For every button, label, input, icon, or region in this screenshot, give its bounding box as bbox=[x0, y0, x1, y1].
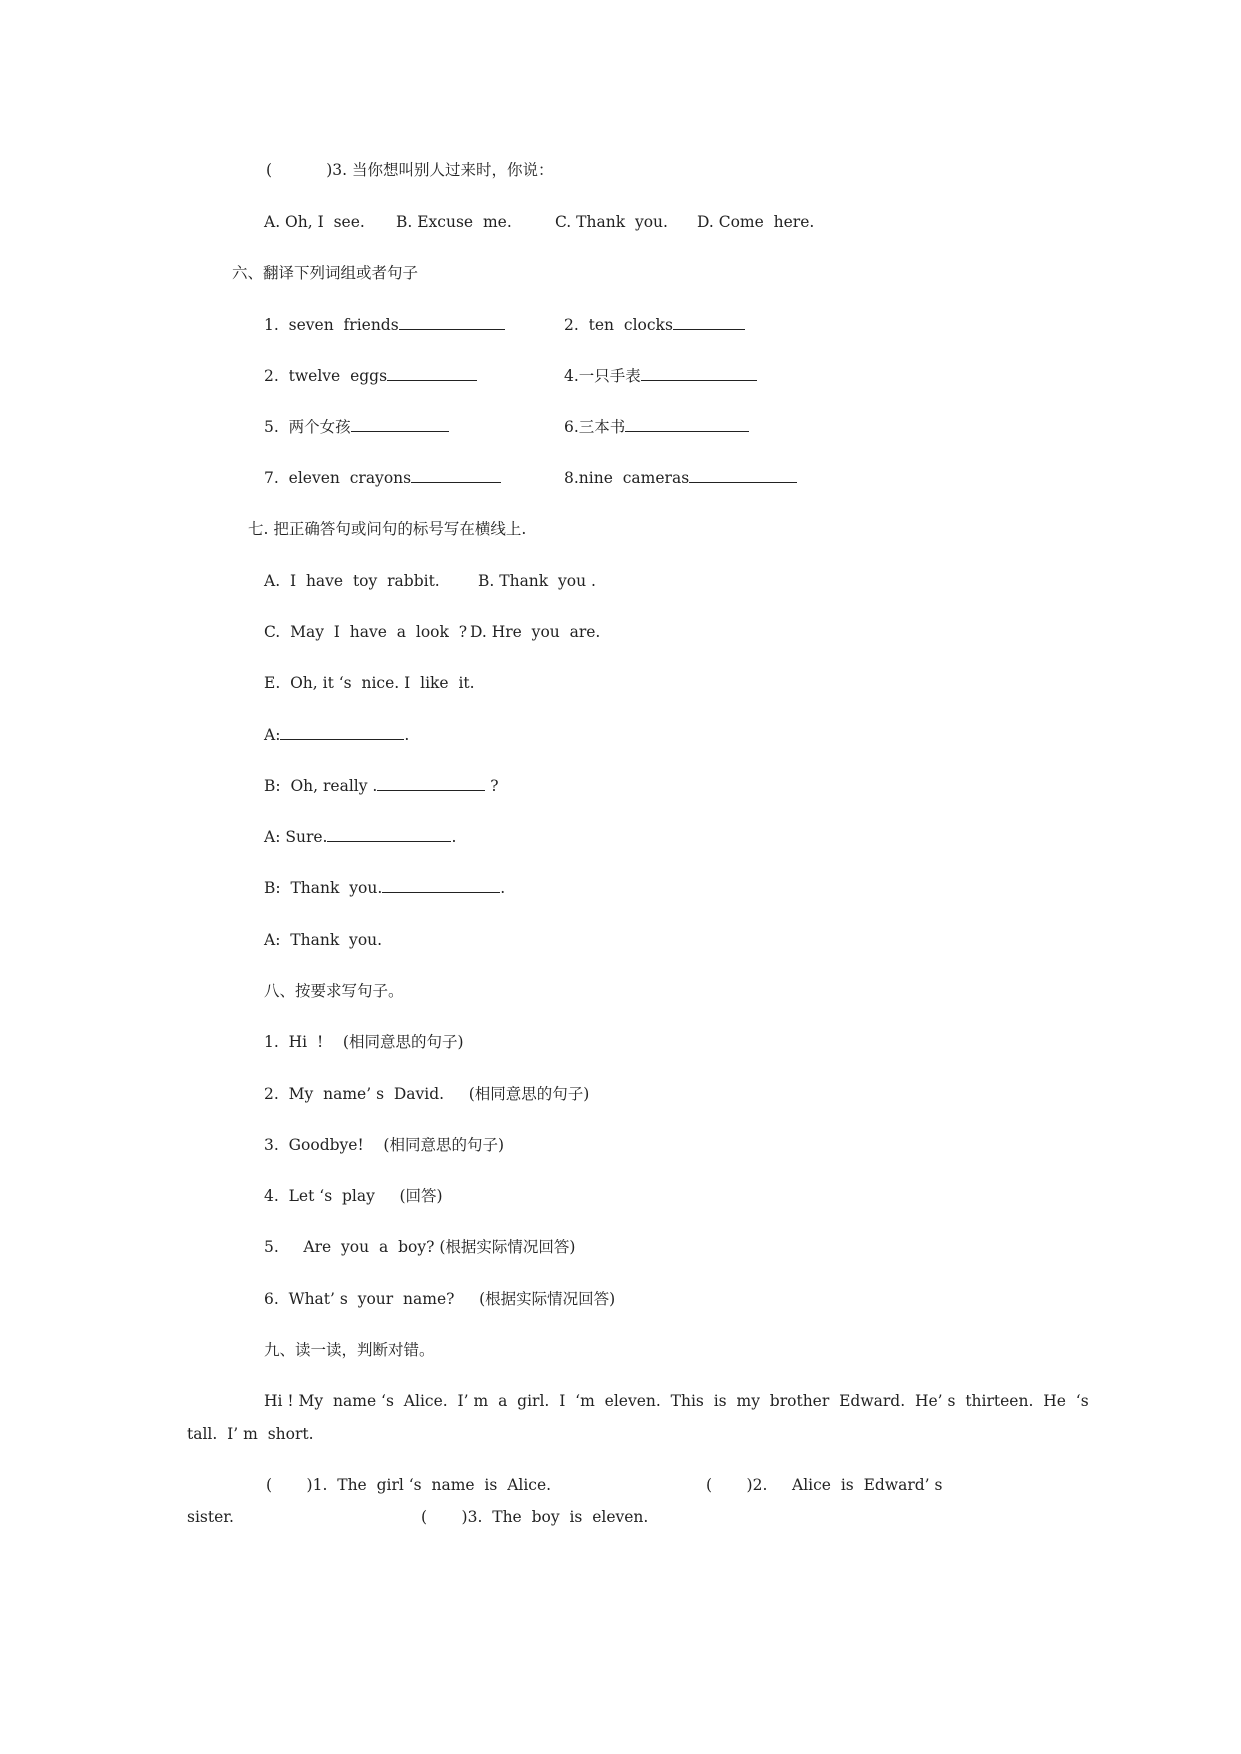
true-false-question: ( )3. The boy is eleven. bbox=[421, 1508, 649, 1526]
translate-item: 4.一只手表 bbox=[564, 366, 757, 386]
section-9-heading: 九、读一读，判断对错。 bbox=[264, 1341, 435, 1359]
translate-item: 2. ten clocks bbox=[564, 315, 745, 335]
answer-blank[interactable] bbox=[689, 468, 797, 483]
question-3-option-d: D. Come here. bbox=[697, 213, 815, 231]
translate-item: 1. seven friends bbox=[264, 315, 505, 335]
section-8-heading: 八、按要求写句子。 bbox=[264, 982, 404, 1000]
section-7-option-e: E. Oh, it ‘s nice. I like it. bbox=[264, 674, 475, 692]
rewrite-item: 2. My name’ s David. (相同意思的句子) bbox=[264, 1085, 590, 1103]
dialogue-line: B: Oh, really . ? bbox=[264, 777, 499, 795]
section-6-heading: 六、翻译下列词组或者句子 bbox=[232, 264, 419, 282]
answer-blank[interactable] bbox=[280, 725, 404, 740]
true-false-question: ( )2. Alice is Edward’ s bbox=[706, 1476, 943, 1494]
dialogue-line: A: Thank you. bbox=[264, 931, 383, 949]
question-3-option-c: C. Thank you. bbox=[555, 213, 668, 231]
answer-blank[interactable] bbox=[625, 417, 749, 432]
rewrite-item: 4. Let ‘s play (回答) bbox=[264, 1187, 443, 1205]
rewrite-item: 1. Hi ! (相同意思的句子) bbox=[264, 1033, 464, 1051]
section-7-option-b: B. Thank you . bbox=[478, 572, 596, 590]
translate-item: 2. twelve eggs bbox=[264, 366, 477, 386]
answer-blank[interactable] bbox=[351, 417, 449, 432]
true-false-question: sister. bbox=[187, 1508, 234, 1526]
true-false-question: ( )1. The girl ‘s name is Alice. bbox=[266, 1476, 552, 1494]
question-3-option-b: B. Excuse me. bbox=[396, 213, 512, 231]
question-3-option-a: A. Oh, I see. bbox=[264, 213, 365, 231]
dialogue-line: B: Thank you. . bbox=[264, 879, 506, 897]
rewrite-item: 5. Are you a boy? (根据实际情况回答) bbox=[264, 1238, 576, 1256]
answer-blank[interactable] bbox=[399, 315, 505, 330]
dialogue-line: A: . bbox=[264, 726, 410, 744]
dialogue-line: A: Sure. . bbox=[264, 828, 457, 846]
section-7-heading: 七. 把正确答句或问句的标号写在横线上. bbox=[248, 520, 527, 538]
translate-item: 8.nine cameras bbox=[564, 468, 797, 488]
answer-blank[interactable] bbox=[377, 776, 485, 791]
answer-blank[interactable] bbox=[327, 827, 451, 842]
translate-item: 7. eleven crayons bbox=[264, 468, 501, 488]
section-7-option-d: D. Hre you are. bbox=[470, 623, 601, 641]
answer-blank[interactable] bbox=[411, 468, 501, 483]
answer-blank[interactable] bbox=[673, 315, 745, 330]
section-7-option-c: C. May I have a look ? bbox=[264, 623, 468, 641]
rewrite-item: 3. Goodbye! (相同意思的句子) bbox=[264, 1136, 504, 1154]
reading-passage: Hi ! My name ‘s Alice. I’ m a girl. I ‘m eleven. This is my brother Edward. He’ s thirteen. He ‘s bbox=[264, 1392, 1089, 1410]
question-3-stem: ( )3. 当你想叫别人过来时，你说： bbox=[266, 161, 554, 179]
section-7-option-a: A. I have toy rabbit. bbox=[264, 572, 440, 590]
translate-item: 5. 两个女孩 bbox=[264, 417, 449, 437]
translate-item: 6.三本书 bbox=[564, 417, 749, 437]
reading-passage: tall. I’ m short. bbox=[187, 1425, 314, 1443]
answer-blank[interactable] bbox=[641, 366, 757, 381]
answer-blank[interactable] bbox=[387, 366, 477, 381]
rewrite-item: 6. What’ s your name? (根据实际情况回答) bbox=[264, 1290, 616, 1308]
answer-blank[interactable] bbox=[382, 878, 500, 893]
